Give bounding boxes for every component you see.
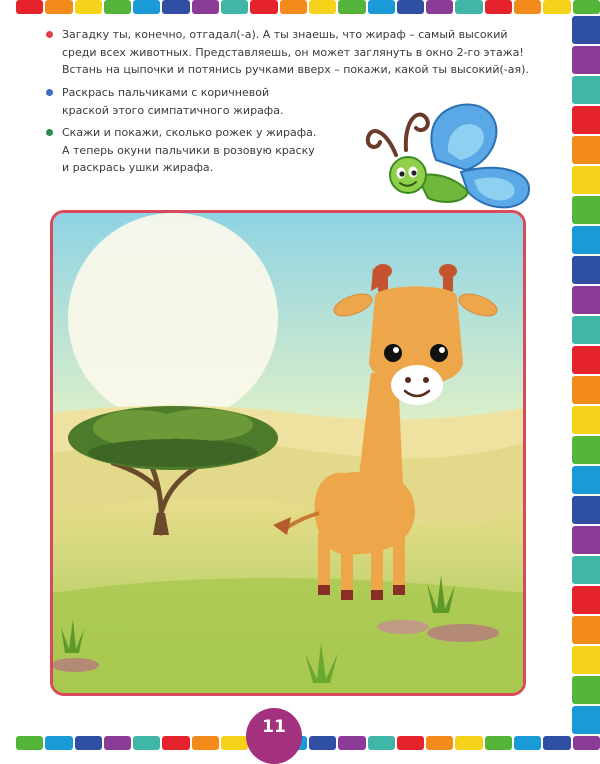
border-segment (309, 0, 336, 14)
border-segment (455, 736, 482, 750)
border-segment (455, 0, 482, 14)
border-segment (221, 0, 248, 14)
instruction-3-line-1: Скажи и покажи, сколько рожек у жирафа. (62, 126, 317, 139)
border-segment (309, 736, 336, 750)
border-segment (572, 316, 600, 344)
instruction-1-line-3: Встань на цыпочки и потянись ручками вверх – покажи, какой ты высокий(-ая). (62, 63, 529, 76)
border-segment (572, 286, 600, 314)
border-segment (573, 736, 600, 750)
border-segment (572, 256, 600, 284)
decorative-border-top (16, 0, 600, 14)
giraffe-scene (50, 210, 526, 696)
border-segment (543, 0, 570, 14)
border-segment (75, 0, 102, 14)
border-segment (572, 526, 600, 554)
instruction-1 (46, 26, 529, 79)
border-segment (572, 466, 600, 494)
border-segment (45, 736, 72, 750)
border-segment (572, 496, 600, 524)
border-segment (573, 0, 600, 14)
border-segment (485, 736, 512, 750)
border-segment (543, 736, 570, 750)
border-segment (162, 736, 189, 750)
border-segment (572, 136, 600, 164)
border-segment (133, 0, 160, 14)
border-segment (221, 736, 248, 750)
border-segment (572, 46, 600, 74)
decorative-border-bottom (16, 736, 600, 750)
border-segment (338, 736, 365, 750)
instruction-1-line-1: Загадку ты, конечно, отгадал(-а). А ты знаешь, что жираф – самый высокий (62, 28, 508, 41)
border-segment (162, 0, 189, 14)
instruction-2-line-2: краской этого симпатичного жирафа. (62, 103, 284, 117)
border-segment (426, 0, 453, 14)
border-segment (368, 736, 395, 750)
page-number: 11 (262, 717, 286, 737)
page-number-badge (246, 708, 302, 764)
border-segment (572, 226, 600, 254)
border-segment (572, 376, 600, 404)
border-segment (572, 556, 600, 584)
border-segment (572, 76, 600, 104)
border-segment (75, 736, 102, 750)
border-segment (572, 16, 600, 44)
bullet-blue (46, 89, 53, 96)
border-segment (104, 0, 131, 14)
instruction-2-text (62, 84, 283, 119)
instruction-3 (46, 124, 316, 177)
sun-icon (68, 213, 278, 423)
border-segment (572, 706, 600, 734)
border-segment (250, 0, 277, 14)
border-segment (397, 736, 424, 750)
border-segment (368, 0, 395, 14)
border-segment (572, 646, 600, 674)
border-segment (280, 0, 307, 14)
border-segment (572, 196, 600, 224)
border-segment (572, 346, 600, 374)
instruction-2-line-1: Раскрась пальчиками с коричневой (62, 86, 270, 99)
border-segment (192, 736, 219, 750)
border-segment (16, 736, 43, 750)
border-segment (426, 736, 453, 750)
bullet-red (46, 31, 53, 38)
border-segment (572, 616, 600, 644)
border-segment (338, 0, 365, 14)
border-segment (572, 436, 600, 464)
border-segment (572, 106, 600, 134)
border-segment (485, 0, 512, 14)
instruction-1-text (62, 26, 529, 79)
instruction-3-line-3: и раскрась ушки жирафа. (62, 161, 214, 174)
border-segment (104, 736, 131, 750)
instruction-3-text (62, 124, 316, 177)
decorative-border-right (572, 16, 600, 734)
butterfly-icon (356, 100, 536, 220)
border-segment (16, 0, 43, 14)
instruction-2 (46, 84, 283, 119)
bullet-green (46, 129, 53, 136)
border-segment (514, 736, 541, 750)
border-segment (572, 166, 600, 194)
border-segment (192, 0, 219, 14)
border-segment (397, 0, 424, 14)
border-segment (572, 406, 600, 434)
border-segment (572, 586, 600, 614)
border-segment (572, 676, 600, 704)
border-segment (133, 736, 160, 750)
border-segment (514, 0, 541, 14)
instruction-1-line-2: среди всех животных. Представляешь, он может заглянуть в окно 2-го этажа! (62, 45, 524, 59)
border-segment (45, 0, 72, 14)
instruction-3-line-2: А теперь окуни пальчики в розовую краску (62, 143, 315, 157)
